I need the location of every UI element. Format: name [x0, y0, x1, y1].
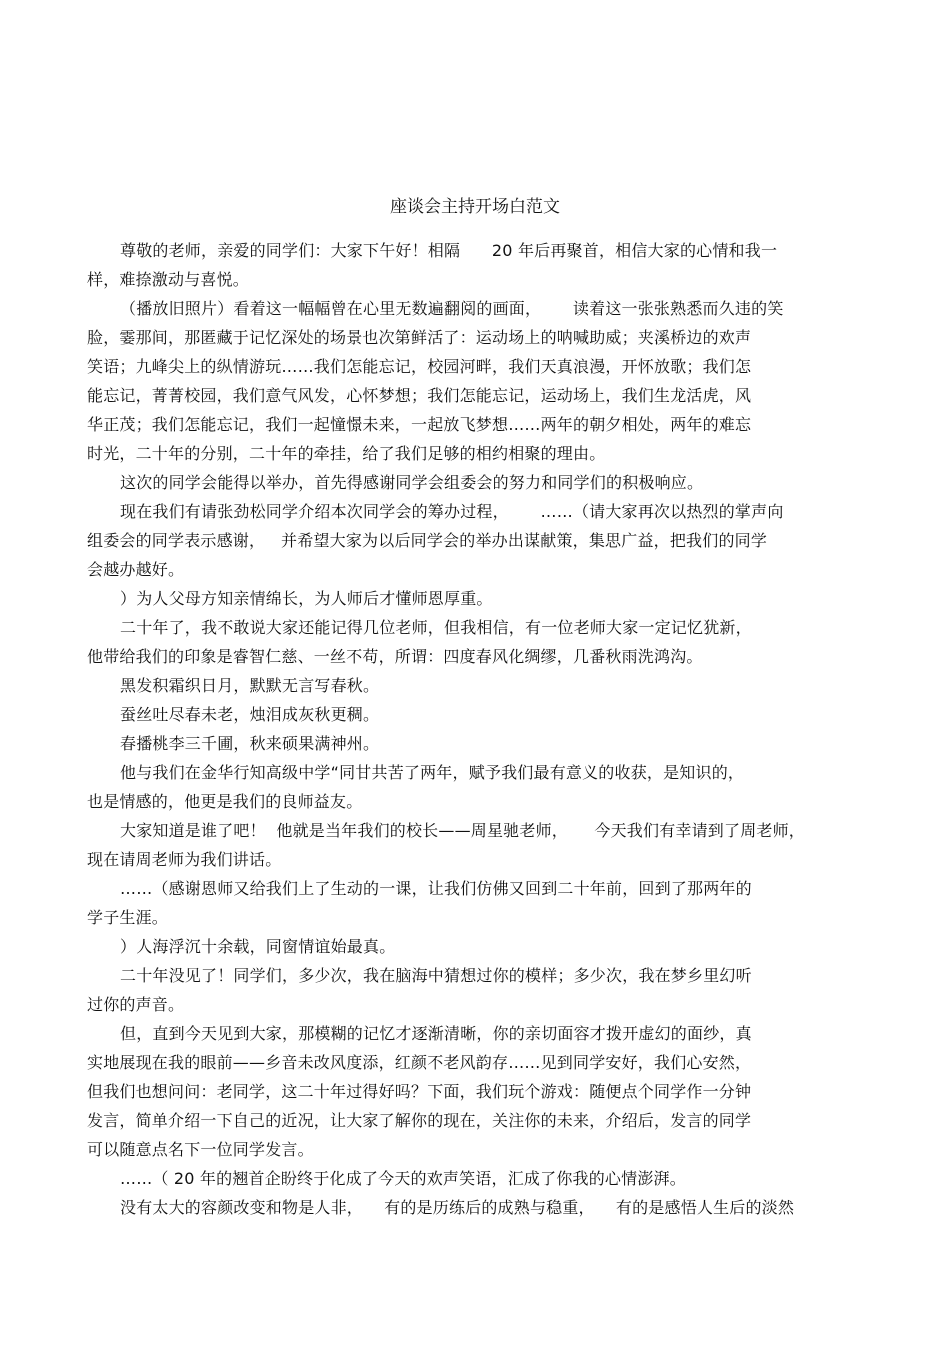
paragraph-line: 这次的同学会能得以举办，首先得感谢同学会组委会的努力和同学们的积极响应。: [120, 473, 704, 492]
paragraph-line: 脸，霎那间，那匿藏于记忆深处的场景也次第鲜活了：运动场上的呐喊助威；夹溪桥边的欢声: [87, 328, 752, 347]
document-title: 座谈会主持开场白范文: [390, 197, 560, 217]
poem-line: 黑发积霜织日月，默默无言写春秋。: [120, 676, 380, 695]
paragraph-line: ）人海浮沉十余载，同窗情谊始最真。: [120, 937, 396, 956]
paragraph-line: 但我们也想问问：老同学，这二十年过得好吗？下面，我们玩个游戏：随便点个同学作一分钟: [87, 1082, 752, 1101]
paragraph-line: 实地展现在我的眼前——乡音未改风度添，红颜不老风韵存……见到同学安好，我们心安然，: [87, 1053, 752, 1072]
paragraph-line: 样，难捺激动与喜悦。: [87, 270, 250, 289]
paragraph-line: 也是情感的，他更是我们的良师益友。: [87, 792, 363, 811]
paragraph-line: 学子生涯。: [87, 908, 169, 927]
paragraph-line: 过你的声音。: [87, 995, 185, 1014]
paragraph-line: 华正茂；我们怎能忘记，我们一起憧憬未来，一起放飞梦想……两年的朝夕相处，两年的难忘: [87, 415, 752, 434]
paragraph-line: 没有太大的容颜改变和物是人非， 有的是历练后的成熟与稳重， 有的是感悟人生后的淡然: [120, 1198, 795, 1217]
paragraph-line: 发言，简单介绍一下自己的近况，让大家了解你的现在，关注你的未来，介绍后，发言的同学: [87, 1111, 752, 1130]
paragraph-line: 能忘记，菁菁校园，我们意气风发，心怀梦想；我们怎能忘记，运动场上，我们生龙活虎，风: [87, 386, 752, 405]
paragraph-line: 尊敬的老师，亲爱的同学们：大家下午好！相隔 20 年后再聚首，相信大家的心情和我一: [120, 241, 778, 260]
paragraph-line: ）为人父母方知亲情绵长，为人师后才懂师恩厚重。: [120, 589, 493, 608]
paragraph-line: 组委会的同学表示感谢， 并希望大家为以后同学会的举办出谋献策，集思广益，把我们的同学: [87, 531, 768, 550]
poem-line: 春播桃李三千圃，秋来硕果满神州。: [120, 734, 380, 753]
paragraph-line: 但，直到今天见到大家，那模糊的记忆才逐渐清晰，你的亲切面容才拨开虚幻的面纱，真: [120, 1024, 752, 1043]
paragraph-line: ……（ 20 年的翘首企盼终于化成了今天的欢声笑语，汇成了你我的心情澎湃。: [120, 1169, 686, 1188]
paragraph-line: 笑语；九峰尖上的纵情游玩……我们怎能忘记，校园河畔，我们天真浪漫，开怀放歌；我们怎: [87, 357, 752, 376]
paragraph-line: 他与我们在金华行知高级中学“同甘共苦了两年，赋予我们最有意义的收获，是知识的，: [120, 763, 745, 782]
paragraph-line: 大家知道是谁了吧！ 他就是当年我们的校长——周星驰老师， 今天我们有幸请到了周老师，: [120, 821, 806, 840]
paragraph-line: 时光，二十年的分别，二十年的牵挂，给了我们足够的相约相聚的理由。: [87, 444, 606, 463]
paragraph-line: （播放旧照片）看着这一幅幅曾在心里无数遍翻阅的画面， 读着这一张张熟悉而久违的笑: [120, 299, 784, 318]
paragraph-line: 二十年了，我不敢说大家还能记得几位老师，但我相信，有一位老师大家一定记忆犹新，: [120, 618, 752, 637]
paragraph-line: 现在我们有请张劲松同学介绍本次同学会的筹办过程， ……（请大家再次以热烈的掌声向: [120, 502, 784, 521]
paragraph-line: 他带给我们的印象是睿智仁慈、一丝不苟，所谓：四度春风化绸缪，几番秋雨洗鸿沟。: [87, 647, 703, 666]
paragraph-line: 可以随意点名下一位同学发言。: [87, 1140, 314, 1159]
paragraph-line: ……（感谢恩师又给我们上了生动的一课，让我们仿佛又回到二十年前，回到了那两年的: [120, 879, 752, 898]
paragraph-line: 会越办越好。: [87, 560, 185, 579]
paragraph-line: 现在请周老师为我们讲话。: [87, 850, 282, 869]
poem-line: 蚕丝吐尽春未老，烛泪成灰秋更稠。: [120, 705, 380, 724]
paragraph-line: 二十年没见了！同学们，多少次，我在脑海中猜想过你的模样；多少次，我在梦乡里幻听: [120, 966, 752, 985]
